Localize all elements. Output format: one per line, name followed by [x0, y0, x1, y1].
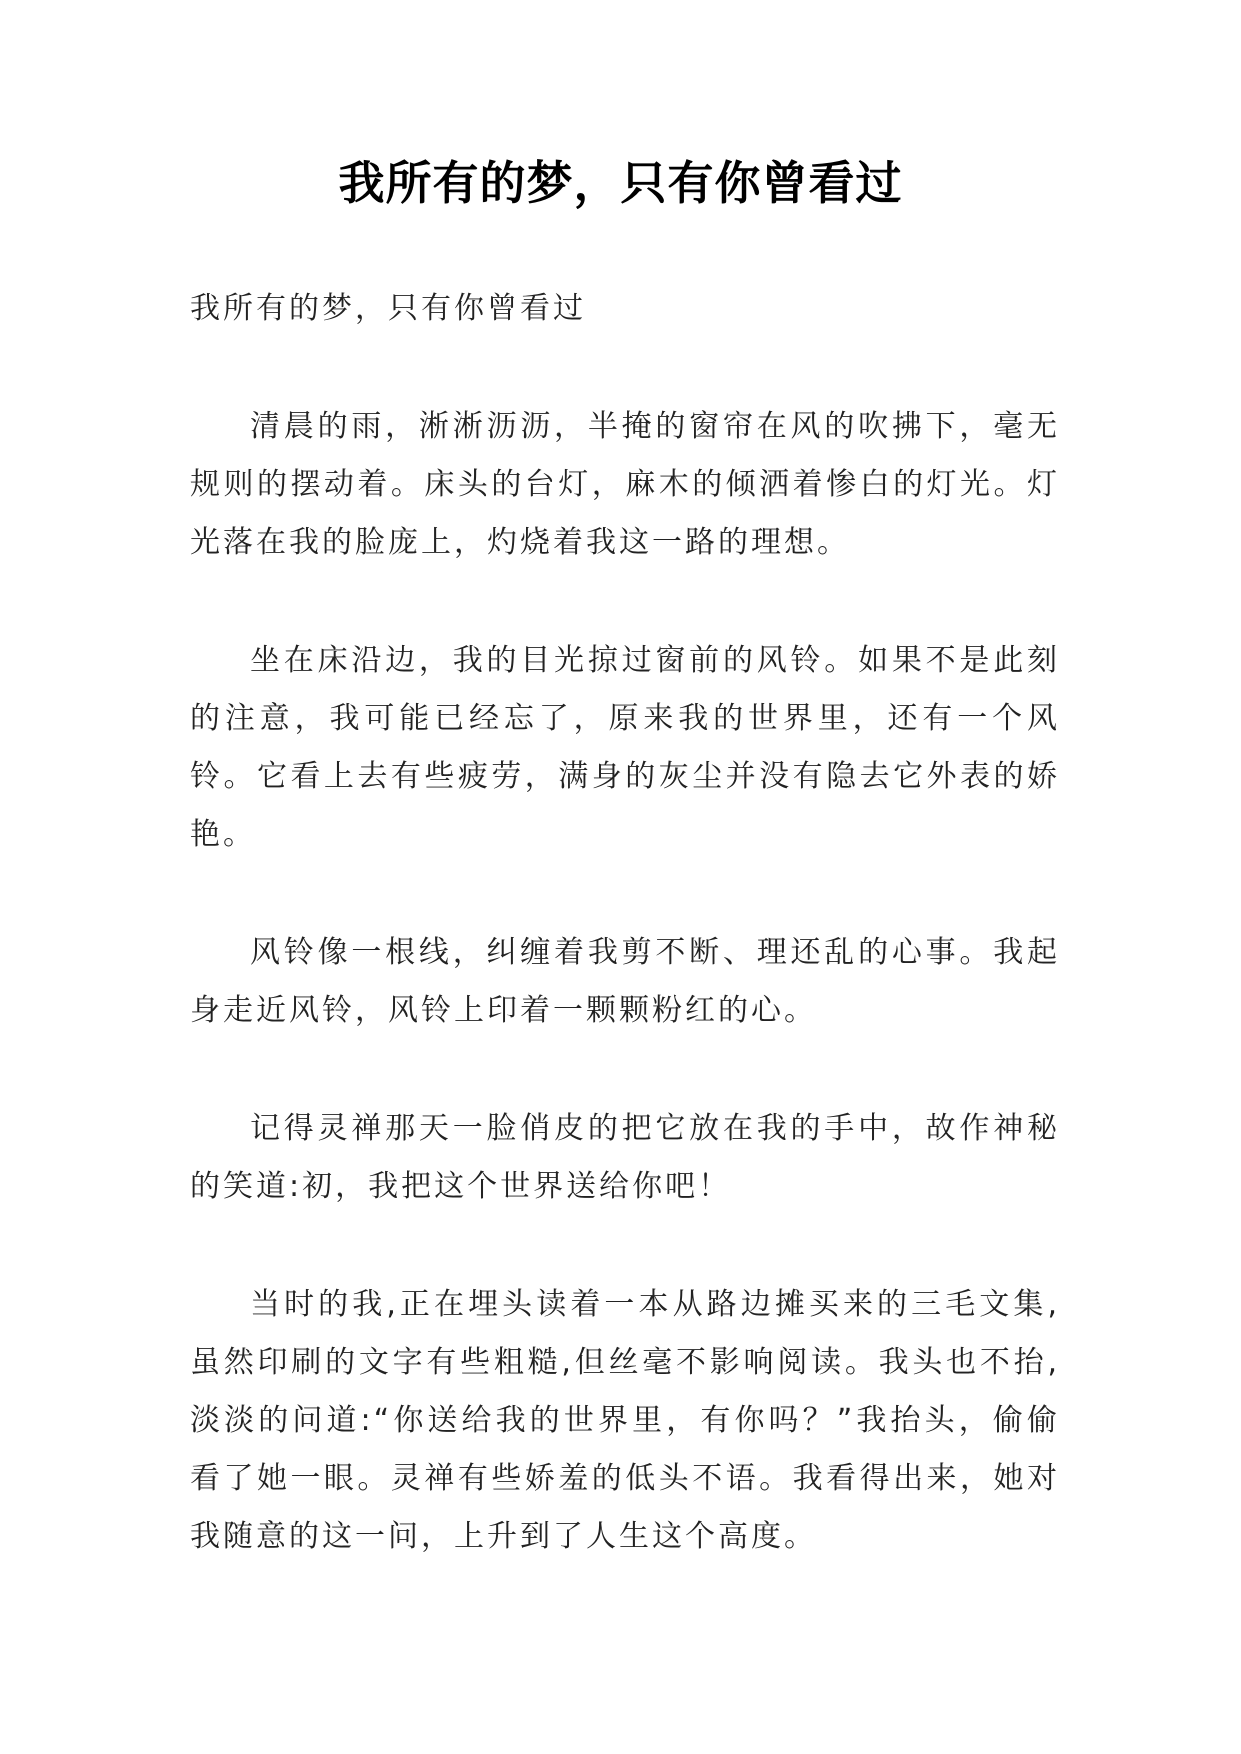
paragraph: 坐在床沿边，我的目光掠过窗前的风铃。如果不是此刻的注意，我可能已经忘了，原来我的世界里，还有一个风铃。它看上去有些疲劳，满身的灰尘并没有隐去它外表的娇艳。 — [190, 643, 1060, 852]
document-subtitle: 我所有的梦，只有你曾看过 — [190, 291, 586, 326]
paragraph: 记得灵禅那天一脸俏皮的把它放在我的手中，故作神秘的笑道:初，我把这个世界送给你吧！ — [190, 1111, 1060, 1204]
paragraph: 当时的我,正在埋头读着一本从路边摊买来的三毛文集,虽然印刷的文字有些粗糙,但丝毫不影响阅读。我头也不抬,淡淡的问道:“你送给我的世界里，有你吗？”我抬头，偷偷看了她一眼。灵禅有些娇羞的低头不语。我看得出来，她对我随意的这一问，上升到了人生这个高度。 — [190, 1287, 1060, 1554]
document-title: 我所有的梦，只有你曾看过 — [338, 156, 903, 210]
paragraph: 清晨的雨，淅淅沥沥，半掩的窗帘在风的吹拂下，毫无规则的摆动着。床头的台灯，麻木的倾洒着惨白的灯光。灯光落在我的脸庞上，灼烧着我这一路的理想。 — [190, 409, 1060, 560]
paragraph: 风铃像一根线，纠缠着我剪不断、理还乱的心事。我起身走近风铃，风铃上印着一颗颗粉红的心。 — [190, 935, 1060, 1028]
document-body — [190, 280, 1060, 1626]
